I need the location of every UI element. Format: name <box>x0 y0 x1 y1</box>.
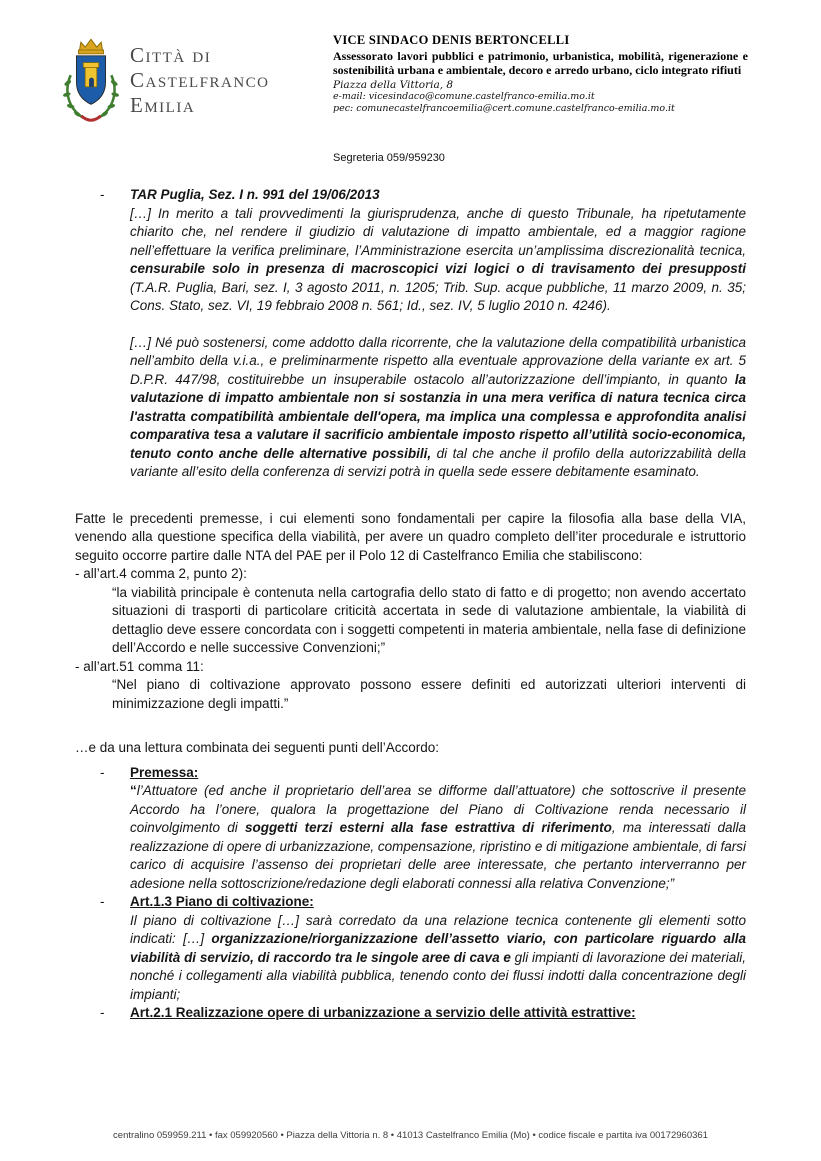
premessa-paragraph <box>130 782 746 893</box>
municipality-name <box>130 43 270 118</box>
nta-art4-label: - all’art.4 comma 2, punto 2): <box>75 566 247 581</box>
text-run: l’Attuatore (ed anche il proprietario dell’area se difforme dall’attuatore) che sottoscrive il presente Accordo ha l’onere, qualora la progettazione del Piano di Coltivazione renda necessario il coinvolgimento di <box>130 783 746 835</box>
footer-contact-line: centralino 059959.211 • fax 059920560 • Piazza della Vittoria n. 8 • 41013 Castelfranco Emilia (Mo) • codice fiscale e partita iva 00172960361 <box>113 1130 708 1141</box>
tar-paragraph-1 <box>130 205 746 316</box>
art13-heading <box>75 893 746 912</box>
office-department: Assessorato lavori pubblici e patrimonio, urbanistica, mobilità, rigenerazione e sostenibilità urbana e ambientale, decoro e arredo urbano, ciclo integrato rifiuti <box>333 49 748 77</box>
tar-ruling-heading <box>75 186 746 205</box>
office-address: Piazza della Vittoria, 8 <box>333 79 454 92</box>
text-run: […] In merito a tali provvedimenti la giurisprudenza, anche di questo Tribunale, ha ripetutamente chiarito che, nel rendere il giudizio di valutazione di impatto ambientale, ed a maggior ragione nell’effettuare la verifica preliminare, l’Amministrazione esercita un’amplissima discrezionalità tecnica, <box>130 205 746 258</box>
text-run: soggetti terzi esterni alla fase estrattiva di riferimento <box>244 820 612 835</box>
text-run: “ <box>130 783 137 798</box>
text-run: organizzazione/riorganizzazione dell’assetto viario, con particolare riguardo alla viabilità di servizio, di raccordo tra le singole aree di cava e <box>130 931 746 965</box>
premesse-paragraph: Fatte le precedenti premesse, i cui elementi sono fondamentali per capire la filosofia alla base della VIA, venendo alla questione specifica della viabilità, per avere un quadro completo dell’iter procedurale e istruttorio seguito occorre partire dalle NTA del PAE per il Polo 12 di Castelfranco Emilia che stabiliscono: <box>75 510 746 563</box>
list-dash: - <box>100 187 105 202</box>
premessa-title: Premessa: <box>130 764 199 780</box>
letterhead <box>60 33 761 173</box>
office-block <box>333 33 748 114</box>
crown-band <box>78 50 103 54</box>
list-dash: - <box>100 1005 105 1020</box>
accordo-intro: …e da una lettura combinata dei seguenti punti dell’Accordo: <box>75 740 439 755</box>
municipality-line-3: Emilia <box>130 93 196 117</box>
text-run: Il piano di coltivazione […] sarà corredato da una relazione tecnica contenente gli elementi sotto indicati: […] <box>130 912 746 946</box>
municipal-coat-of-arms-icon <box>60 33 122 129</box>
premessa-heading <box>75 764 746 783</box>
list-dash: - <box>100 764 105 780</box>
tower-door <box>89 78 94 87</box>
nta-art51-quote: “Nel piano di coltivazione approvato possono essere definiti ed autorizzati ulteriori interventi di minimizzazione degli impatti.” <box>112 677 746 711</box>
ribbon-shape <box>81 116 100 120</box>
text-run: censurabile solo in presenza di macroscopici vizi logici o di travisamento dei presupposti <box>130 261 746 276</box>
coat-of-arms-svg <box>60 33 122 129</box>
text-run: […] Né può sostenersi, come addotto dalla ricorrente, che la valutazione della compatibilità urbanistica nell’ambito della v.i.a., e preliminarmente rispetto alla eventuale approvazione della variante ex art. 5 D.P.R. 447/98, costituirebbe un insuperabile ostacolo all’autorizzazione dell’impianto, in quanto <box>130 334 746 387</box>
text-run: la valutazione di impatto ambientale non si sostanzia in una mera verifica di natura tecnica circa l'astratta compatibilità ambientale dell'opera, ma implica una complessa e approfondita analisi comparativa tesa a valutare il sacrificio ambientale imposto rispetto all’utilità socio-economica, tenuto conto anche delle alternative possibili, <box>130 371 746 461</box>
nta-art51-label: - all’art.51 comma 11: <box>75 658 204 674</box>
text-run: (T.A.R. Puglia, Bari, sez. I, 3 agosto 2011, n. 1205; Trib. Sup. acque pubbliche, 11 marzo 2009, n. 35; Cons. Stato, sez. VI, 19 febbraio 2008 n. 561; Id., sez. IV, 5 luglio 2010 n. 4246). <box>130 279 746 313</box>
list-dash: - <box>100 894 105 909</box>
document-body <box>75 186 746 1023</box>
office-title: VICE SINDACO DENIS BERTONCELLI <box>333 33 570 47</box>
page-footer <box>0 1130 821 1141</box>
office-email: e-mail: vicesindaco@comune.castelfranco-emilia.mo.it <box>333 91 595 103</box>
tar-ruling-title: TAR Puglia, Sez. I n. 991 del 19/06/2013 <box>130 187 380 202</box>
municipality-line-1: Città di <box>130 43 212 67</box>
art21-title: Art.2.1 Realizzazione opere di urbanizzazione a servizio delle attività estrattive: <box>130 1005 636 1020</box>
art21-heading <box>75 1004 746 1023</box>
secretariat-line: Segreteria 059/959230 <box>333 152 445 164</box>
crown-shape <box>79 39 102 51</box>
tower-battlements <box>83 63 99 68</box>
text-run: di tal che anche il profilo della autorizzabilità della variante all’esito della conferenza di servizi potrà in quella sede essere debitamente esaminato. <box>130 445 746 479</box>
text-run: , ma interessati dalla realizzazione di opere di urbanizzazione, compensazione, ripristino e di mitigazione ambientale, di farsi carico di acquisire l’assenso dei proprietari delle aree interessate, che pertanto interverranno per adesione nella sottoscrizione/redazione degli elaborati connessi alla relativa Convenzione;” <box>130 820 746 891</box>
art13-title: Art.1.3 Piano di coltivazione: <box>130 894 314 909</box>
nta-art4-quote: “la viabilità principale è contenuta nella cartografia dello stato di fatto e di progetto; non avendo accertato situazioni di trasporti di particolare criticità accertata in sede di valutazione ambientale, la viabilità di dettaglio deve essere concordata con i soggetti competenti in materia ambientale, nella fase di definizione dell’Accordo e nelle successive Convenzioni;” <box>112 584 746 655</box>
office-pec: pec: comunecastelfrancoemilia@cert.comune.castelfranco-emilia.mo.it <box>333 102 675 114</box>
text-run: gli impianti di lavorazione dei materiali, nonché i collegamenti alla viabilità pubblica, tenendo conto dei flussi indotti dalla concentrazione degli impianti; <box>130 949 747 1002</box>
municipality-line-2: Castelfranco <box>130 68 270 92</box>
art13-paragraph <box>130 912 746 1005</box>
tar-paragraph-2 <box>130 334 746 482</box>
